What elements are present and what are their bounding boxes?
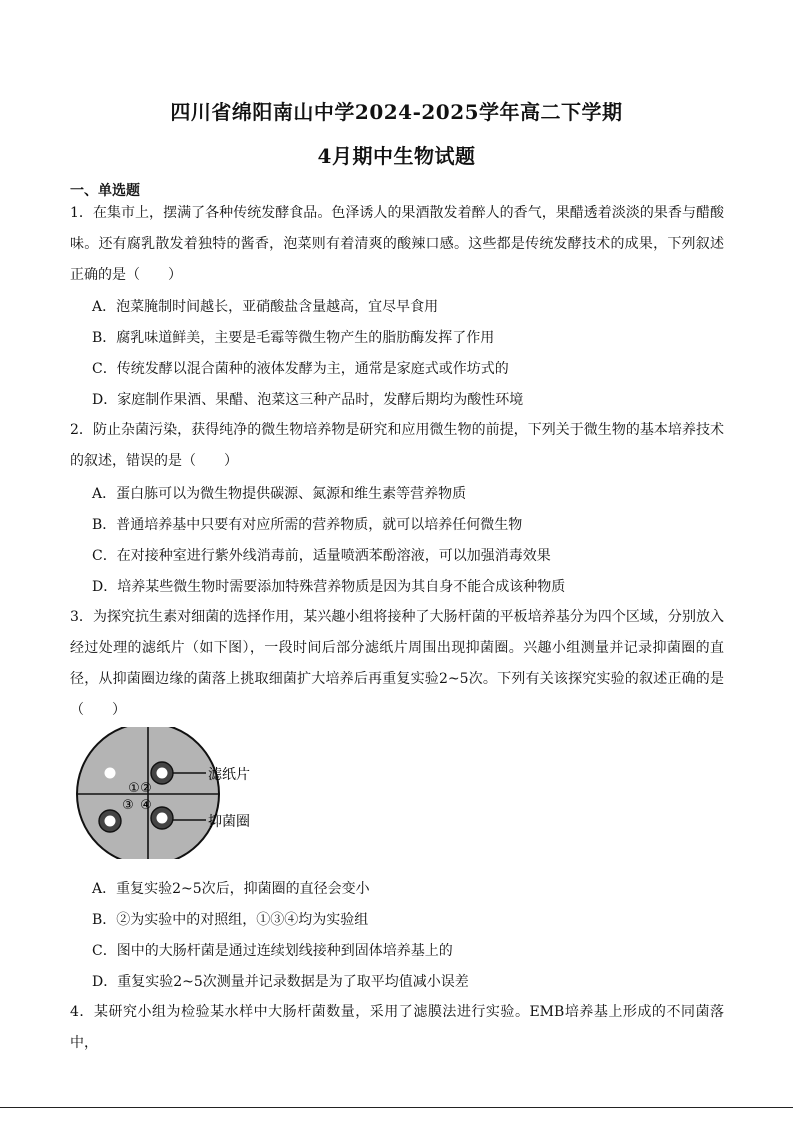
question-1-option-c: C．传统发酵以混合菌种的液体发酵为主，通常是家庭式或作坊式的 xyxy=(92,361,509,377)
quadrant-label-1: ① xyxy=(128,781,140,796)
question-2-option-d: D．培养某些微生物时需要添加特殊营养物质是因为其自身不能合成该种物质 xyxy=(92,579,566,595)
filter-paper-with-zone-4 xyxy=(151,807,173,829)
question-2-option-a: A．蛋白胨可以为微生物提供碳源、氮源和维生素等营养物质 xyxy=(92,486,467,502)
petri-dish-figure xyxy=(72,727,272,859)
question-3-option-b: B．②为实验中的对照组，①③④均为实验组 xyxy=(92,912,369,928)
filter-paper-with-zone-2 xyxy=(151,762,173,784)
filter-paper-plain xyxy=(105,768,116,779)
question-3-option-a: A．重复实验2~5次后，抑菌圈的直径会变小 xyxy=(92,881,370,897)
question-3-stem: 3．为探究抗生素对细菌的选择作用，某兴趣小组将接种了大肠杆菌的平板培养基分为四个区域，分别放入经过处理的滤纸片（如下图），一段时间后部分滤纸片周围出现抑菌圈。兴趣小组测量并记录抑菌圈的直径，从抑菌圈边缘的菌落上挑取细菌扩大培养后再重复实验2~5次。下列有关该探究实验的叙述正确的是（ ） xyxy=(70,609,724,718)
page-title: 四川省绵阳南山中学2024-2025学年高二下学期 xyxy=(170,100,623,124)
question-4-stem: 4．某研究小组为检验某水样中大肠杆菌数量，采用了滤膜法进行实验。EMB培养基上形成的不同菌落中， xyxy=(70,1004,724,1051)
quadrant-label-3: ③ xyxy=(122,798,134,813)
question-2-option-b: B．普通培养基中只要有对应所需的营养物质，就可以培养任何微生物 xyxy=(92,517,523,533)
filter-paper-with-zone-3 xyxy=(99,810,121,832)
question-1-option-d: D．家庭制作果酒、果醋、泡菜这三种产品时，发酵后期均为酸性环境 xyxy=(92,392,524,408)
question-2-option-c: C．在对接种室进行紫外线消毒前，适量喷洒苯酚溶液，可以加强消毒效果 xyxy=(92,548,551,564)
question-1-stem: 1．在集市上，摆满了各种传统发酵食品。色泽诱人的果酒散发着醉人的香气，果醋透着淡淡的果香与醋酸味。还有腐乳散发着独特的酱香，泡菜则有着清爽的酸辣口感。这些都是传统发酵技术的成果，下列叙述正确的是（ ） xyxy=(70,205,724,283)
quadrant-label-2: ② xyxy=(140,781,152,796)
question-3-option-c: C．图中的大肠杆菌是通过连续划线接种到固体培养基上的 xyxy=(92,943,453,959)
page-bottom-rule xyxy=(0,1107,793,1108)
label-inhibition-zone: 抑菌圈 xyxy=(208,814,250,830)
question-1-option-b: B．腐乳味道鲜美，主要是毛霉等微生物产生的脂肪酶发挥了作用 xyxy=(92,330,495,346)
question-2-stem: 2．防止杂菌污染，获得纯净的微生物培养物是研究和应用微生物的前提，下列关于微生物的基本培养技术的叙述，错误的是（ ） xyxy=(70,422,724,469)
section-heading: 一、单选题 xyxy=(70,183,140,199)
label-filter-paper: 滤纸片 xyxy=(208,767,250,783)
question-3-option-d: D．重复实验2~5次测量并记录数据是为了取平均值减小误差 xyxy=(92,974,469,990)
question-1-option-a: A．泡菜腌制时间越长，亚硝酸盐含量越高，宜尽早食用 xyxy=(92,299,439,315)
page-subtitle: 4月期中生物试题 xyxy=(317,144,476,168)
quadrant-label-4: ④ xyxy=(140,798,152,813)
